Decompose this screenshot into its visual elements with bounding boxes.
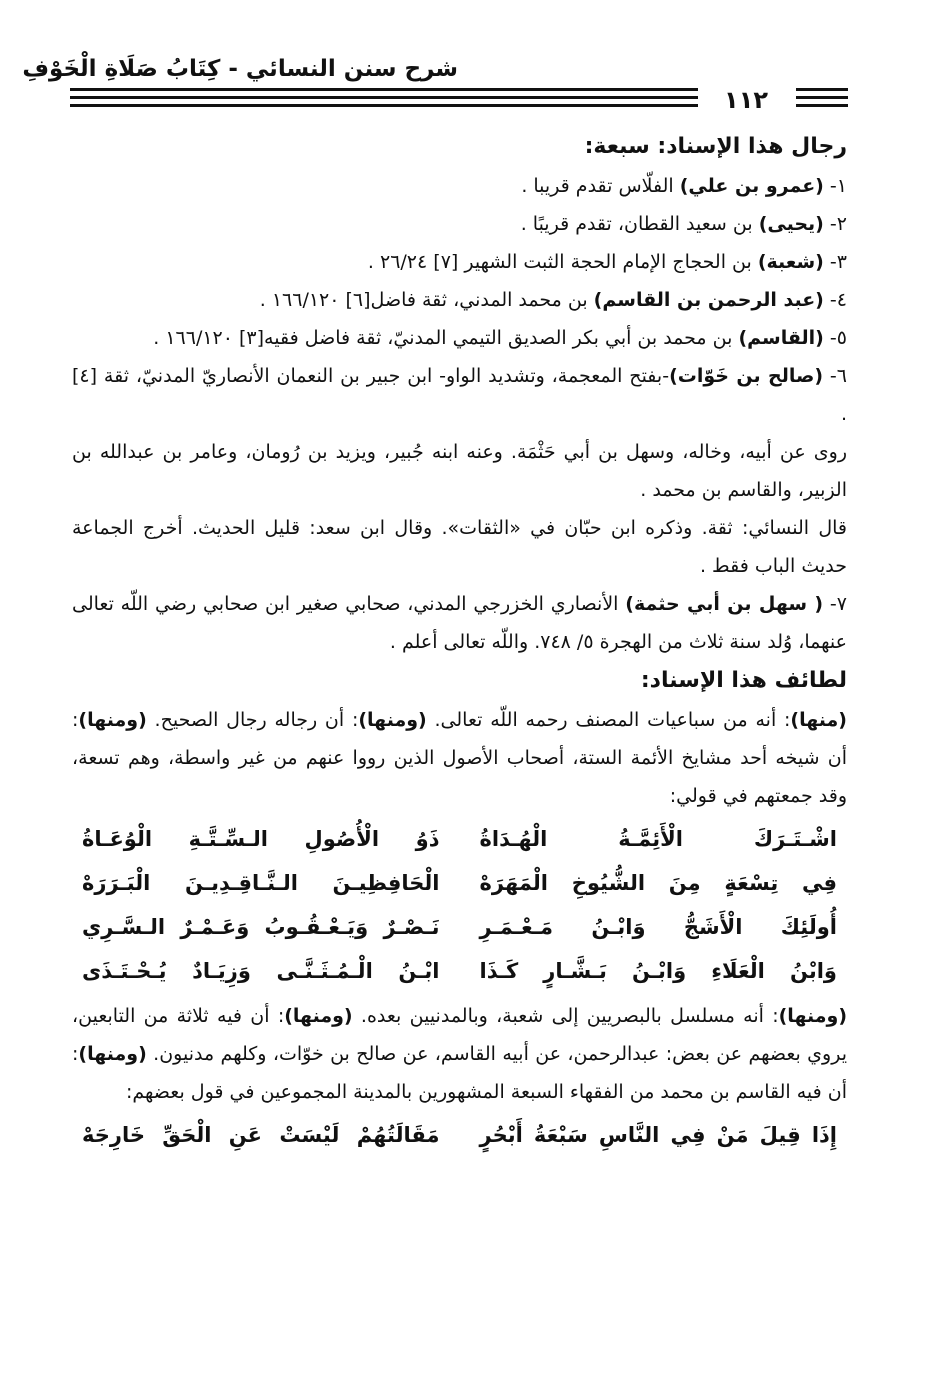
narrator-entry: ٣- (شعبة) بن الحجاج الإمام الحجة الثبت الشهير [٧] ٢٦/٢٤ .	[367, 251, 847, 273]
poem-block	[82, 817, 837, 993]
page-number: ١١٢	[724, 86, 768, 114]
poem-hemistich: ابْـنُ الْـمُـثَـنَّـى وَزِيَـادٌ يُـحْـتَـذَى	[82, 959, 440, 983]
poem-hemistich: ذَوُ الْأُصُولِ الـسِّـتَّـةِ الْوُعَـاةُ	[82, 827, 440, 851]
header-rule	[70, 104, 698, 107]
poem-hemistich: الْحَافِظِيـنَ الـنَّـاقِـدِيـنَ الْبَـرَرَهْ	[82, 871, 440, 895]
poem-block	[82, 1113, 837, 1157]
section-heading: رجال هذا الإسناد: سبعة:	[584, 134, 847, 159]
poem-hemistich: اشْـتَـرَكَ الْأَئِمَّـةُ الْهُـدَاةُ	[479, 827, 837, 851]
biography-paragraph: قال النسائي: ثقة. وذكره ابن حبّان في «الثقات». وقال ابن سعد: قليل الحديث. أخرج الجماعة حديث الباب فقط .	[72, 517, 847, 577]
section-heading: لطائف هذا الإسناد:	[640, 668, 847, 693]
lataif-paragraph: (منها): أنه من سباعيات المصنف رحمه اللّه تعالى. (ومنها): أن رجاله رجال الصحيح. (ومنها): أن شيخه أحد مشايخ الأئمة الستة، أصحاب الأصول الذين رووا عنهم من غير واسطة، وهم تسعة، وقد جمعتهم في قولي:	[72, 709, 847, 807]
header-rule	[796, 88, 848, 91]
narrator-entry: ٤- (عبد الرحمن بن القاسم) بن محمد المدني، ثقة فاضل[٦] ١٦٦/١٢٠ .	[259, 289, 847, 311]
poem-hemistich: مَقَالَتُهُمْ لَيْسَتْ عَنِ الْحَقِّ خَارِجَهْ	[82, 1123, 440, 1147]
poem-hemistich: أُولَئِكَ الْأَشَجُّ وَابْـنُ مَـعْـمَـرِ	[479, 915, 837, 939]
poem-hemistich: فِي تِسْعَةٍ مِنَ الشُّيُوخِ الْمَهَرَهْ	[479, 871, 837, 895]
header-rule	[796, 96, 848, 99]
poem-hemistich: وَابْنُ الْعَلَاءِ وَابْـنُ بَـشَّـارٍ كَـذَا	[479, 959, 837, 983]
biography-paragraph: روى عن أبيه، وخاله، وسهل بن أبي حَثْمَة. وعنه ابنه جُبير، ويزيد بن رُومان، وعامر بن عبدالله بن الزبير، والقاسم بن محمد .	[72, 441, 847, 501]
running-title: شرح سنن النسائي - كِتَابُ صَلَاةِ الْخَوْفِ	[22, 56, 458, 82]
page-body	[72, 127, 847, 1161]
narrator-entry: ٧- ( سهل بن أبي حثمة) الأنصاري الخزرجي المدني، صحابي صغير ابن صحابي رضي اللّه تعالى عنهما، وُلد سنة ثلاث من الهجرة ٥/ ٧٤٨. واللّه تعالى أعلم .	[72, 593, 847, 653]
lataif-paragraph: (ومنها): أنه مسلسل بالبصريين إلى شعبة، وبالمدنيين بعده. (ومنها): أن فيه ثلاثة من التابعين، يروي بعضهم عن بعض: عبدالرحمن، عن أبيه القاسم، عن صالح بن خوّات، وكلهم مدنيون. (ومنها): أن فيه القاسم بن محمد من الفقهاء السبعة المشهورين بالمدينة المجموعين في قول بعضهم:	[72, 1005, 847, 1103]
narrator-entry: ١- (عمرو بن علي) الفلّاس تقدم قريبا .	[521, 175, 847, 197]
narrator-entry: ٦- (صالح بن خَوّات)-بفتح المعجمة، وتشديد الواو- ابن جبير بن النعمان الأنصاريّ المدنيّ، ثقة [٤] .	[72, 365, 847, 425]
header-rule	[70, 96, 698, 99]
header-rule	[70, 88, 698, 91]
page-header	[22, 50, 848, 114]
narrator-entry: ٢- (يحيى) بن سعيد القطان، تقدم قريبًا .	[520, 213, 847, 235]
poem-hemistich: إِذَا قِيلَ مَنْ فِي النَّاسِ سَبْعَةُ أَبْحُرٍ	[479, 1123, 837, 1147]
poem-hemistich: نَـصْـرٌ وَيَـعْـقُـوبُ وَعَـمْـرٌ الـسَّـرِي	[82, 915, 440, 939]
header-rule	[796, 104, 848, 107]
narrator-entry: ٥- (القاسم) بن محمد بن أبي بكر الصديق التيمي المدنيّ، ثقة فاضل فقيه[٣] ١٦٦/١٢٠ .	[153, 327, 847, 349]
